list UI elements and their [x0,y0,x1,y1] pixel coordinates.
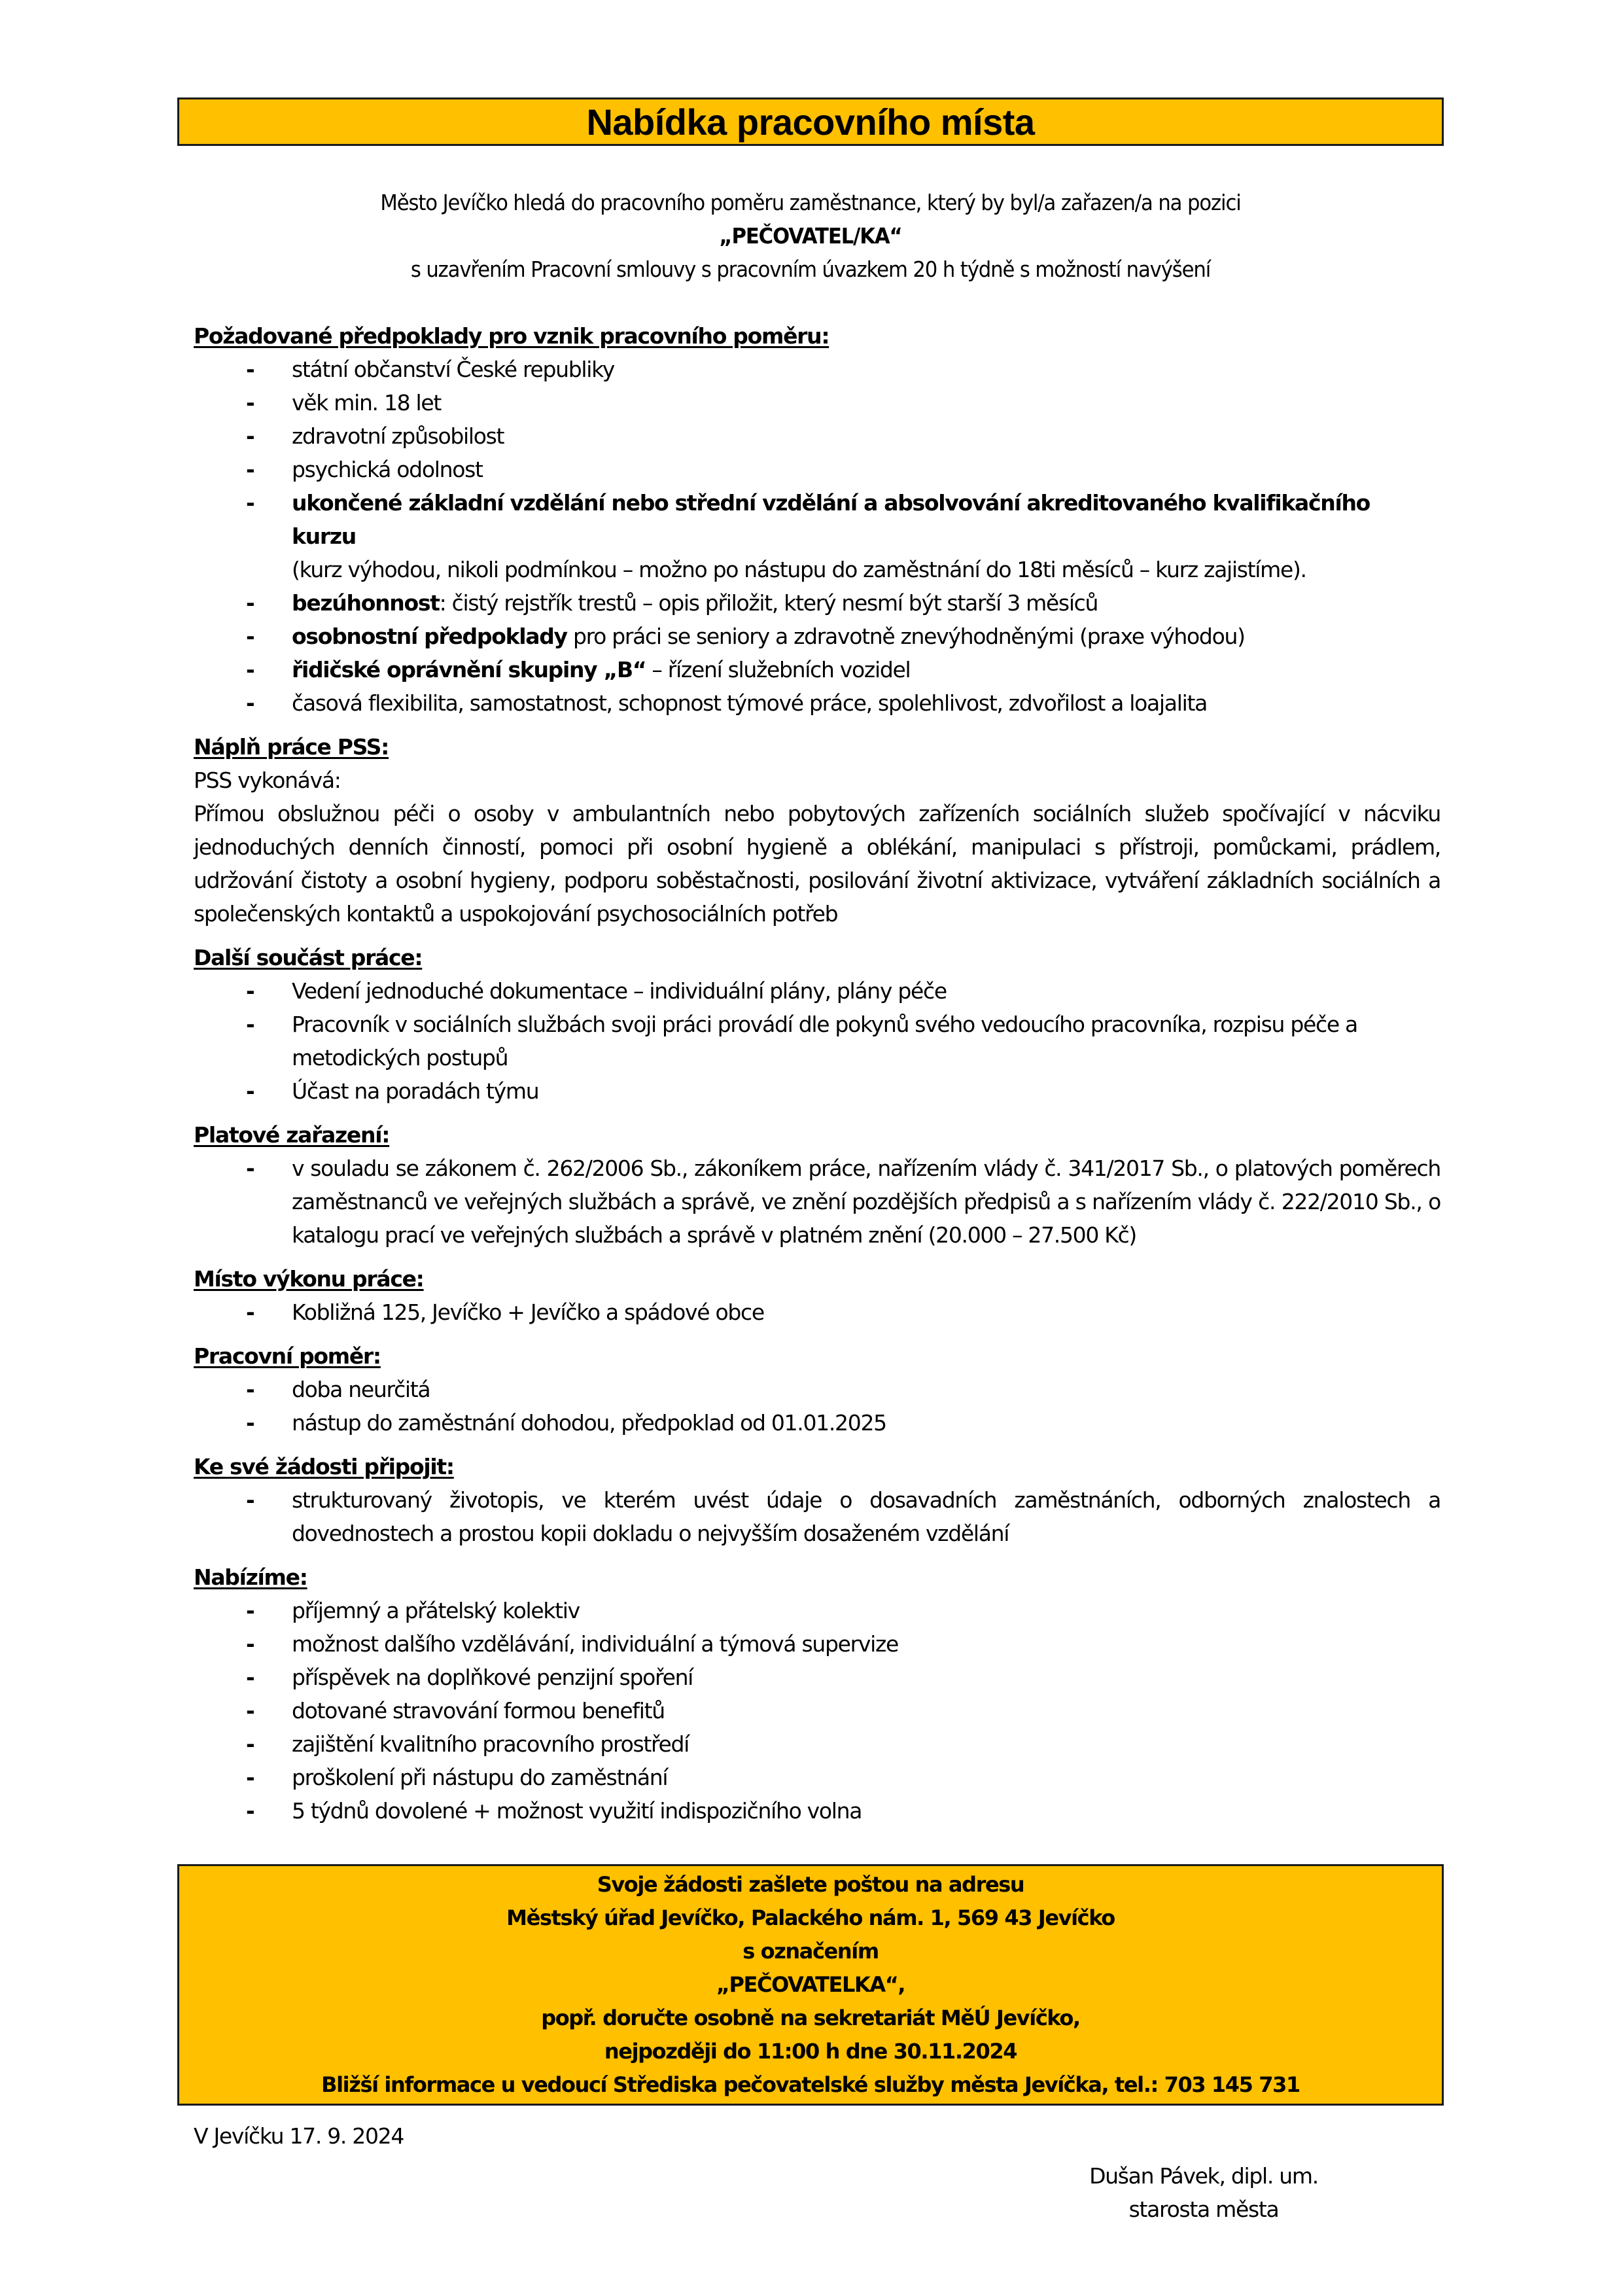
workplace-list [194,1296,1440,1329]
salary-list [194,1152,1440,1252]
footer-line: s označením [742,1939,879,1964]
footer-line: Svoje žádosti zašlete poštou na adresu [597,1872,1024,1897]
list-item: - věk min. 18 let [194,386,1440,419]
section-heading: Náplň práce PSS: [194,734,389,760]
section-workplace [194,1262,1440,1329]
section-salary [194,1118,1440,1252]
list-item: - osobnostní předpoklady pro práci se seniory a zdravotně znevýhodněnými (praxe výhodou) [194,620,1440,653]
footer-label: „PEČOVATELKA“, [716,1972,905,1997]
position-title: „PEČOVATEL/KA“ [719,223,902,249]
list-item: - ukončené základní vzdělání nebo střední vzdělání a absolvování akreditovaného kvalifikačního kurzu (kurz výhodou, nikoli podmínkou – možno po nástupu do zaměstnání do 18ti měsíců – kurz zajistíme). [194,486,1440,586]
list-item: - zajištění kvalitního pracovního prostředí [194,1727,1440,1761]
signatory-role: starosta města [1128,2197,1279,2222]
section-heading: Platové zařazení: [194,1122,390,1148]
footer-contact: Bližší informace u vedoucí Střediska pečovatelské služby města Jevíčka, tel.: 703 145 731 [321,2072,1300,2097]
section-heading: Další součást práce: [194,945,423,970]
list-item: - proškolení při nástupu do zaměstnání [194,1761,1440,1794]
offer-list [194,1594,1440,1828]
list-item: - státní občanství České republiky [194,353,1440,386]
list-item: - zdravotní způsobilost [194,419,1440,453]
other-duties-list [194,974,1440,1108]
subheading: PSS vykonává: [194,768,341,793]
section-heading: Nabízíme: [194,1564,307,1590]
section-offer [194,1561,1440,1828]
date-line: V Jevíčku 17. 9. 2024 [194,2123,404,2149]
list-item: - Pracovník v sociálních službách svoji práci provádí dle pokynů svého vedoucího pracovníka, rozpisu péče a metodických postupů [194,1008,1440,1074]
content [194,319,1440,1838]
section-heading: Požadované předpoklady pro vznik pracovního poměru: [194,323,829,349]
employment-list [194,1373,1440,1439]
list-item: - v souladu se zákonem č. 262/2006 Sb., zákoníkem práce, nařízením vlády č. 341/2017 Sb., o platových poměrech zaměstnanců ve veřejných službách a správě, ve znění pozdějších předpisů a s nařízením vlády č. 222/2010 Sb., o katalogu prací ve veřejných službách a správě v platném znění (20.000 – 27.500 Kč) [194,1152,1440,1252]
list-item: - řidičské oprávnění skupiny „B“ – řízení služebních vozidel [194,653,1440,686]
section-heading: Ke své žádosti připojit: [194,1454,454,1479]
intro-contract-line: s uzavřením Pracovní smlouvy s pracovním úvazkem 20 h týdně s možností navýšení [410,256,1211,282]
job-description: Přímou obslužnou péči o osoby v ambulantních nebo pobytových zařízeních sociálních služeb spočívající v nácviku jednoduchých denních činností, pomoci při osobní hygieně a oblékání, manipulaci s přístroji, pomůckami, prádlem, udržování čistoty a osobní hygieny, podporu soběstačnosti, posilování životní aktivizace, vytváření základních sociálních a společenských kontaktů a uspokojování psychosociálních potřeb [194,801,1440,927]
list-item: - Účast na poradách týmu [194,1074,1440,1108]
section-heading: Pracovní poměr: [194,1343,381,1369]
intro-block [222,186,1399,286]
list-item: - bezúhonnost: čistý rejstřík trestů – opis přiložit, který nesmí být starší 3 měsíců [194,586,1440,620]
footer-line: popř. doručte osobně na sekretariát MěÚ Jevíčko, [541,2005,1080,2030]
list-item: - dotované stravování formou benefitů [194,1694,1440,1727]
list-item: - možnost dalšího vzdělávání, individuální a týmová supervize [194,1627,1440,1661]
section-attachments [194,1450,1440,1550]
signatory-name: Dušan Pávek, dipl. um. [1089,2163,1318,2189]
attachments-list [194,1483,1440,1550]
list-item: - strukturovaný životopis, ve kterém uvést údaje o dosavadních zaměstnáních, odborných znalostech a dovednostech a prostou kopii dokladu o nejvyšším dosaženém vzdělání [194,1483,1440,1550]
list-item: - 5 týdnů dovolené + možnost využití indispozičního volna [194,1794,1440,1828]
page-title: Nabídka pracovního místa [586,101,1035,143]
application-info-box [177,1864,1444,2106]
intro-line: Město Jevíčko hledá do pracovního poměru zaměstnance, který by byl/a zařazen/a na pozici [380,190,1241,215]
signature-block [1047,2159,1361,2226]
section-job-content [194,730,1440,930]
requirements-list [194,353,1440,720]
footer-address: Městský úřad Jevíčko, Palackého nám. 1, 569 43 Jevíčko [506,1905,1115,1930]
footer-deadline: nejpozději do 11:00 h dne 30.11.2024 [604,2039,1017,2064]
section-requirements [194,319,1440,720]
list-item: - doba neurčitá [194,1373,1440,1406]
list-item: - Vedení jednoduché dokumentace – individuální plány, plány péče [194,974,1440,1008]
section-heading: Místo výkonu práce: [194,1266,424,1292]
list-item: - Kobližná 125, Jevíčko + Jevíčko a spádové obce [194,1296,1440,1329]
section-employment [194,1339,1440,1439]
list-item: - příjemný a přátelský kolektiv [194,1594,1440,1627]
title-banner [177,97,1444,146]
list-item: - příspěvek na doplňkové penzijní spoření [194,1661,1440,1694]
list-item: - psychická odolnost [194,453,1440,486]
list-item: - nástup do zaměstnání dohodou, předpoklad od 01.01.2025 [194,1406,1440,1439]
section-other-duties [194,941,1440,1108]
list-item: - časová flexibilita, samostatnost, schopnost týmové práce, spolehlivost, zdvořilost a loajalita [194,686,1440,720]
